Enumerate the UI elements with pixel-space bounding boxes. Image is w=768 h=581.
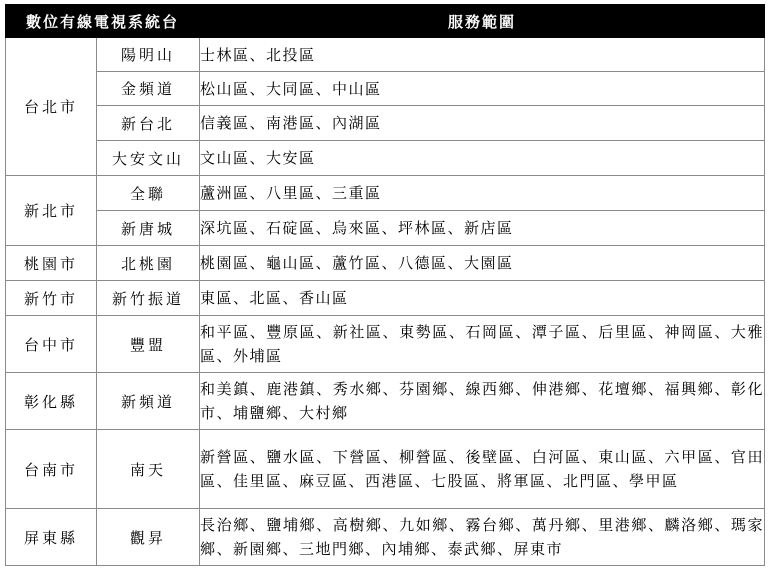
system-cell: 新竹振道 (97, 281, 200, 316)
table-row (6, 430, 765, 509)
system-cell: 金頻道 (97, 72, 200, 106)
table-row (6, 211, 765, 246)
area-cell: 深坑區、石碇區、烏來區、坪林區、新店區 (200, 211, 765, 246)
system-cell: 觀昇 (97, 509, 200, 566)
table-row (6, 316, 765, 373)
area-cell: 和美鎮、鹿港鎮、秀水鄉、芬園鄉、線西鄉、伸港鄉、花壇鄉、福興鄉、彰化市、埔鹽鄉、大村鄉 (200, 373, 765, 430)
area-cell: 文山區、大安區 (200, 141, 765, 176)
area-cell: 桃園區、龜山區、蘆竹區、八德區、大園區 (200, 246, 765, 281)
table-row (6, 141, 765, 176)
city-cell: 台北市 (6, 38, 97, 176)
table-row (6, 106, 765, 141)
table-row (6, 72, 765, 106)
table-row (6, 38, 765, 72)
area-cell: 新營區、鹽水區、下營區、柳營區、後壁區、白河區、東山區、六甲區、官田區、佳里區、麻豆區、西港區、七股區、將軍區、北門區、學甲區 (200, 430, 765, 509)
city-cell: 新竹市 (6, 281, 97, 316)
table-row (6, 373, 765, 430)
area-cell: 士林區、北投區 (200, 38, 765, 72)
table-row (6, 176, 765, 211)
area-cell: 和平區、豐原區、新社區、東勢區、石岡區、潭子區、后里區、神岡區、大雅區、外埔區 (200, 316, 765, 373)
city-cell: 台中市 (6, 316, 97, 373)
area-cell: 信義區、南港區、內湖區 (200, 106, 765, 141)
area-cell: 蘆洲區、八里區、三重區 (200, 176, 765, 211)
city-cell: 屏東縣 (6, 509, 97, 566)
city-cell: 新北市 (6, 176, 97, 246)
table-row (6, 509, 765, 566)
table-header-row (6, 5, 765, 38)
system-cell: 新頻道 (97, 373, 200, 430)
area-cell: 東區、北區、香山區 (200, 281, 765, 316)
system-cell: 北桃園 (97, 246, 200, 281)
header-system: 數位有線電視系統台 (6, 5, 200, 38)
city-cell: 台南市 (6, 430, 97, 509)
system-cell: 新唐城 (97, 211, 200, 246)
system-cell: 大安文山 (97, 141, 200, 176)
header-service-area: 服務範圍 (200, 5, 765, 38)
service-area-table (5, 4, 765, 566)
area-cell: 長治鄉、鹽埔鄉、高樹鄉、九如鄉、霧台鄉、萬丹鄉、里港鄉、麟洛鄉、瑪家鄉、新園鄉、三地門鄉、內埔鄉、泰武鄉、屏東市 (200, 509, 765, 566)
table-row (6, 281, 765, 316)
system-cell: 豐盟 (97, 316, 200, 373)
area-cell: 松山區、大同區、中山區 (200, 72, 765, 106)
system-cell: 南天 (97, 430, 200, 509)
table-row (6, 246, 765, 281)
system-cell: 新台北 (97, 106, 200, 141)
system-cell: 全聯 (97, 176, 200, 211)
city-cell: 桃園市 (6, 246, 97, 281)
city-cell: 彰化縣 (6, 373, 97, 430)
system-cell: 陽明山 (97, 38, 200, 72)
